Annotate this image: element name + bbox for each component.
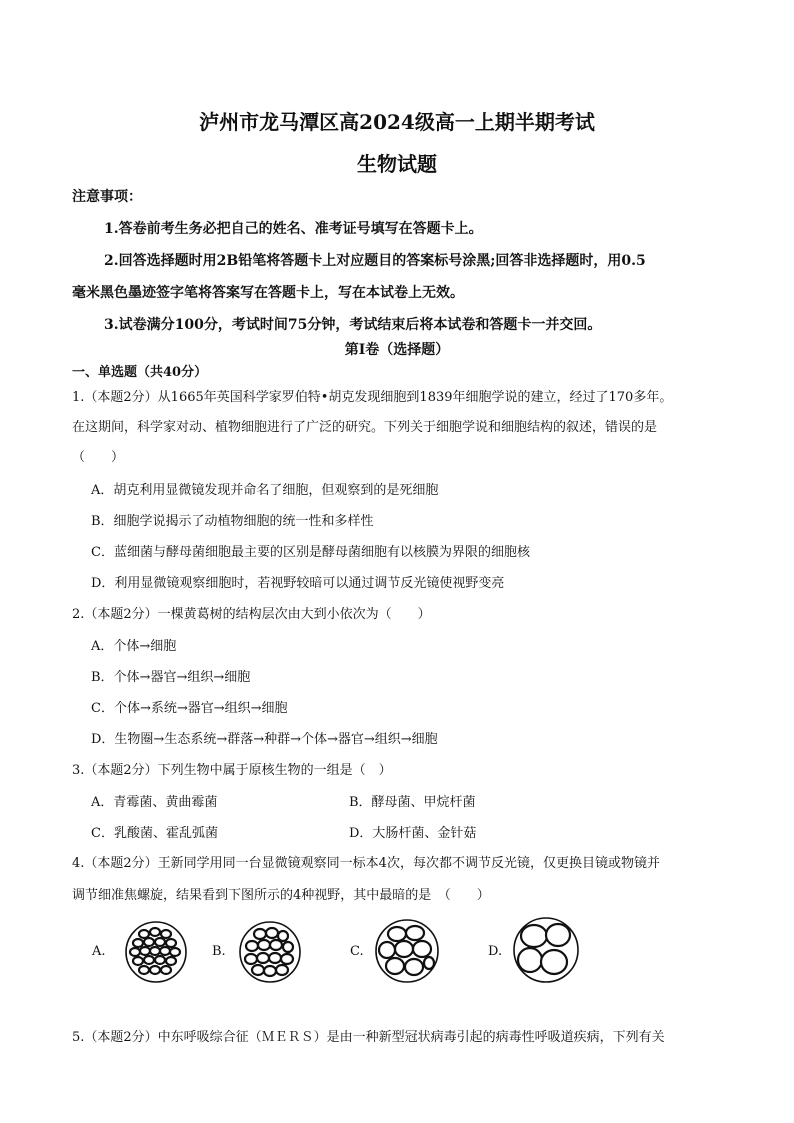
q3-option-d: D．大肠杆菌、金针菇 [349, 826, 477, 841]
q3-option-a: A．青霉菌、黄曲霉菌 [91, 795, 218, 810]
q1-option-d: D．利用显微镜观察细胞时，若视野较暗可以通过调节反光镜使视野变亮 [91, 576, 505, 591]
q2-option-b: B．个体→器官→组织→细胞 [91, 670, 251, 685]
q4-label-d: D. [488, 944, 503, 959]
q1-stem-line2: 在这期间，科学家对动、植物细胞进行了广泛的研究。下列关于细胞学说和细胞结构的叙述，错误的是 [72, 420, 658, 435]
q4-label-a: A. [92, 944, 106, 959]
microscope-field-c [374, 918, 440, 984]
q4-label-c: C. [350, 944, 364, 959]
notice-heading: 注意事项： [72, 189, 142, 205]
q2-stem: 2.（本题2分）一棵黄葛树的结构层次由大到小依次为（ ） [72, 607, 431, 622]
microscope-field-a [124, 920, 188, 984]
q3-option-c: C．乳酸菌、霍乱弧菌 [91, 826, 218, 841]
q1-option-b: B．细胞学说揭示了动植物细胞的统一性和多样性 [91, 514, 374, 529]
part-title: 第Ⅰ卷（选择题） [344, 342, 450, 358]
microscope-field-b [238, 920, 302, 984]
section-title: 一、单选题（共40分） [72, 365, 208, 380]
q2-option-a: A．个体→细胞 [91, 639, 177, 654]
q3-stem: 3.（本题2分）下列生物中属于原核生物的一组是（ ） [72, 763, 392, 778]
q4-stem-line1: 4.（本题2分）王新同学用同一台显微镜观察同一标本4次，每次都不调节反光镜，仅更换目镜或物镜并 [72, 856, 660, 871]
notice-item-1: 1.答卷前考生务必把自己的姓名、准考证号填写在答题卡上。 [104, 221, 483, 237]
q1-stem-line1: 1.（本题2分）从1665年英国科学家罗伯特•胡克发现细胞到1839年细胞学说的建立，经过了170多年。 [72, 390, 673, 405]
q1-option-c: C．蓝细菌与酵母菌细胞最主要的区别是酵母菌细胞有以核膜为界限的细胞核 [91, 545, 530, 560]
q5-stem: 5.（本题2分）中东呼吸综合征（ＭＥＲＳ）是由一种新型冠状病毒引起的病毒性呼吸道疾病，下列有关 [72, 1030, 665, 1045]
q2-option-d: D．生物圈→生态系统→群落→种群→个体→器官→组织→细胞 [91, 732, 438, 747]
q1-option-a: A．胡克利用显微镜发现并命名了细胞，但观察到的是死细胞 [91, 483, 439, 498]
q4-label-b: B. [212, 944, 226, 959]
notice-item-2-cont: 毫米黑色墨迹签字笔将答案写在答题卡上，写在本试卷上无效。 [72, 285, 464, 301]
subject-title: 生物试题 [357, 152, 437, 176]
q1-stem-line3: （ ） [72, 450, 125, 465]
notice-item-3: 3.试卷满分100分，考试时间75分钟，考试结束后将本试卷和答题卡一并交回。 [104, 317, 602, 333]
q3-option-b: B．酵母菌、甲烷杆菌 [349, 795, 476, 810]
microscope-field-d [512, 916, 580, 984]
q2-option-c: C．个体→系统→器官→组织→细胞 [91, 701, 288, 716]
exam-title: 泸州市龙马潭区高2024级高一上期半期考试 [199, 110, 595, 134]
q4-stem-line2: 调节细准焦螺旋，结果看到下图所示的4种视野，其中最暗的是 （ ） [72, 888, 490, 903]
notice-item-2: 2.回答选择题时用2B铅笔将答题卡上对应题目的答案标号涂黑;回答非选择题时，用0.5 [104, 253, 646, 269]
